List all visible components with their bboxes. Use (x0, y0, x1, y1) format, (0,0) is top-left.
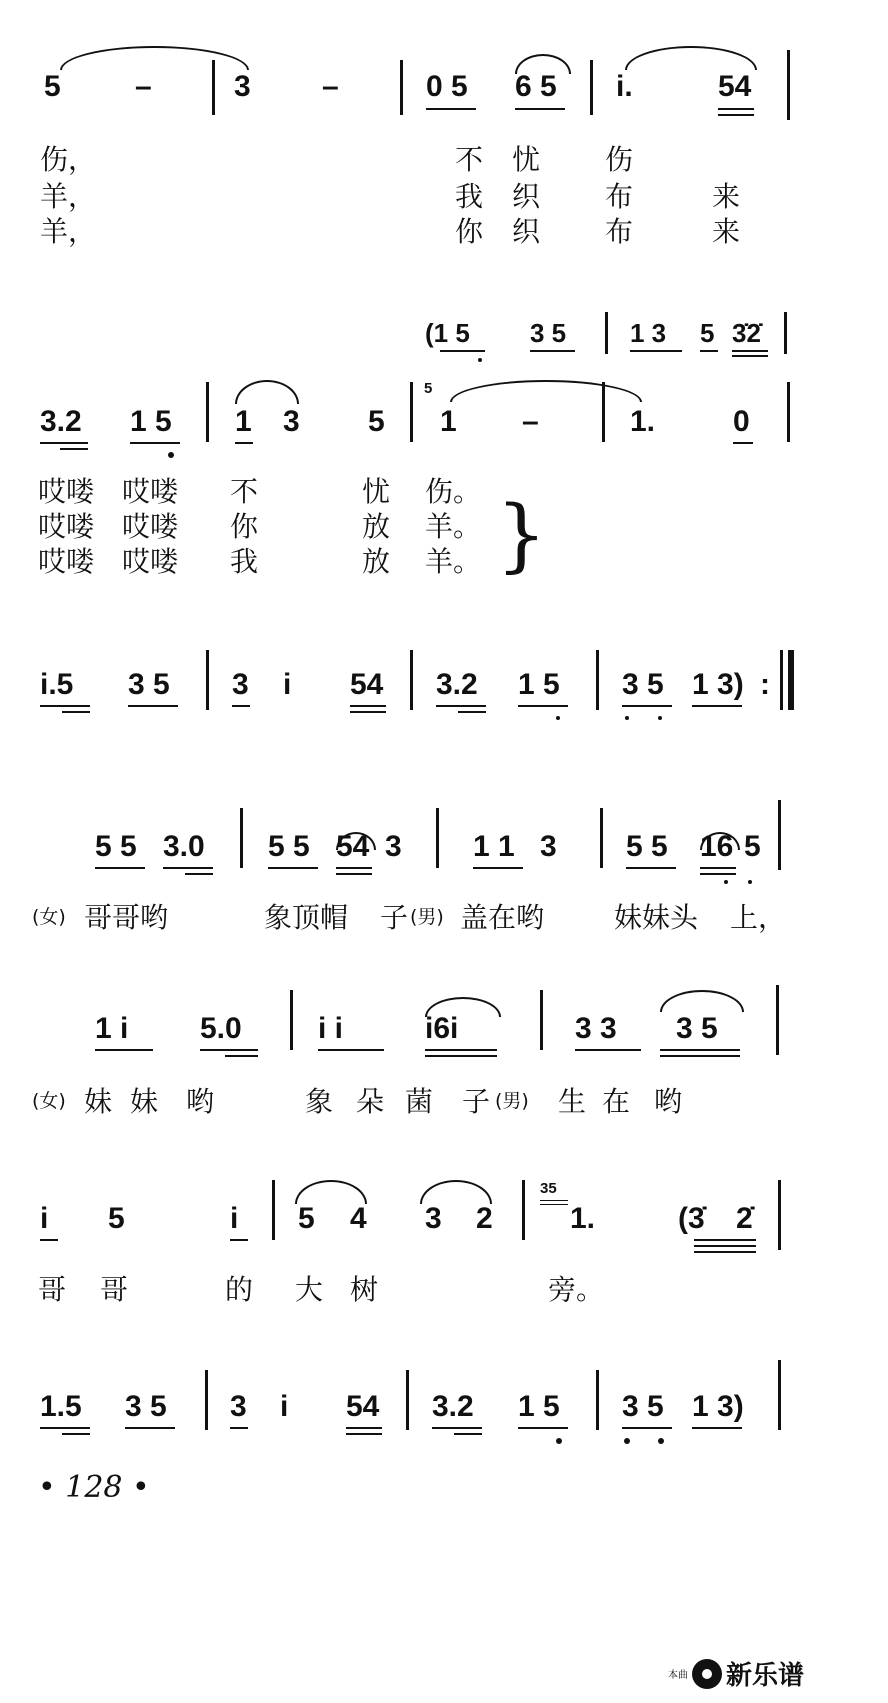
page-number: • 128 • (38, 1470, 150, 1505)
lyric: 哎喽 (122, 510, 179, 543)
note: 4 (350, 1202, 367, 1235)
underline (235, 442, 253, 444)
dot (724, 880, 728, 884)
barline (602, 382, 605, 442)
barline (400, 60, 403, 115)
note: 0 (733, 405, 750, 438)
slur (625, 46, 757, 70)
lyric: 伤， (40, 143, 97, 176)
note: 3 (283, 405, 300, 438)
lyric: 不 (230, 475, 259, 508)
note: 3.2 (40, 405, 82, 438)
barline (780, 650, 783, 710)
dot (658, 716, 662, 720)
lyric: 伤 (605, 143, 634, 176)
lyric: 上， (730, 901, 787, 934)
lyric: (男) (495, 1090, 529, 1112)
dot (556, 1438, 562, 1444)
barline (784, 312, 787, 354)
note: 1 3) (692, 668, 744, 701)
slur (660, 990, 744, 1012)
dot (748, 880, 752, 884)
underline (40, 442, 88, 444)
underline (700, 350, 718, 352)
lyric: 你 (230, 510, 259, 543)
underline (268, 867, 318, 869)
underline (518, 705, 568, 707)
note: 3 5 (128, 668, 170, 701)
lyric: 盖在哟 (460, 901, 545, 934)
underline (336, 867, 372, 869)
barline (540, 990, 543, 1050)
lyric: 菌 (405, 1085, 434, 1118)
note: 6 5 (515, 70, 557, 103)
lyric: 不 (455, 143, 484, 176)
underline (692, 1427, 742, 1429)
barline (240, 808, 243, 868)
underline (130, 442, 180, 444)
barline (406, 1370, 409, 1430)
barline (778, 1180, 781, 1250)
slur (450, 380, 642, 402)
note: 5 (744, 830, 761, 863)
underline (95, 867, 145, 869)
barline-thick (788, 650, 794, 710)
underline (40, 1427, 90, 1429)
barline (590, 60, 593, 115)
note: 5.0 (200, 1012, 242, 1045)
lyric: 羊。 (425, 545, 482, 578)
underline (225, 1055, 258, 1057)
underline (694, 1245, 756, 1247)
note: 3 (540, 830, 557, 863)
lyric: (男) (410, 906, 444, 928)
note: 3 5 (530, 318, 567, 348)
underline (630, 350, 682, 352)
note: 3̇2̇ (732, 318, 761, 348)
note: 1 5 (518, 668, 560, 701)
disc-icon (692, 1659, 722, 1689)
underline (473, 867, 523, 869)
underline (318, 1049, 384, 1051)
logo-prefix: 本曲 (668, 1670, 688, 1681)
underline (95, 1049, 153, 1051)
underline (515, 108, 565, 110)
note: 5 (368, 405, 385, 438)
note: 5 (108, 1202, 125, 1235)
lyric: 放 (362, 510, 391, 543)
slur (235, 380, 299, 404)
note: i. (616, 70, 633, 103)
underline (426, 108, 476, 110)
note: 3.2 (436, 668, 478, 701)
underline (518, 1427, 568, 1429)
lyric: 织 (512, 215, 541, 248)
lyric: 哥 (38, 1273, 67, 1306)
underline (692, 705, 742, 707)
lyric: 我 (230, 545, 259, 578)
underline (436, 705, 486, 707)
grace-note: 35 (540, 1180, 557, 1197)
lyric: (女) (32, 1090, 66, 1112)
note: 3 (230, 1390, 247, 1423)
barline (272, 1180, 275, 1240)
note: 1. (570, 1202, 596, 1235)
underline (732, 350, 768, 352)
lyric: 妹妹头 (614, 901, 699, 934)
underline (62, 1433, 90, 1435)
underline (694, 1251, 756, 1253)
note: 2 (476, 1202, 493, 1235)
lyric: 树 (350, 1273, 379, 1306)
lyric: 在 (602, 1085, 631, 1118)
underline (718, 114, 754, 116)
barline (206, 382, 209, 442)
lyric: 哎喽 (38, 475, 95, 508)
dot (624, 1438, 630, 1444)
underline (60, 448, 88, 450)
note: i6i (425, 1012, 459, 1045)
underline (62, 711, 90, 713)
underline (700, 873, 736, 875)
lyric: 哎喽 (38, 510, 95, 543)
lyric: 我 (455, 180, 484, 213)
dot (556, 716, 560, 720)
note: i i (318, 1012, 344, 1045)
note: – (135, 70, 152, 103)
note: 0 5 (426, 70, 468, 103)
underline (733, 442, 753, 444)
note: i (283, 668, 292, 701)
note: 2̇ (736, 1202, 753, 1235)
lyric: 哎喽 (38, 545, 95, 578)
slur (295, 1180, 367, 1204)
note: 5 5 (626, 830, 668, 863)
underline (346, 1433, 382, 1435)
note: – (322, 70, 339, 103)
note: 3 (385, 830, 402, 863)
note: 1.5 (40, 1390, 82, 1423)
lyric: 织 (512, 180, 541, 213)
underline (350, 705, 386, 707)
barline (436, 808, 439, 868)
barline (212, 60, 215, 115)
lyric: 的 (225, 1273, 254, 1306)
note: i (40, 1202, 49, 1235)
underline (125, 1427, 175, 1429)
barline (410, 382, 413, 442)
lyric: 哥哥哟 (84, 901, 169, 934)
note: 3.2 (432, 1390, 474, 1423)
barline (596, 650, 599, 710)
underline (458, 711, 486, 713)
underline (40, 705, 90, 707)
underline (230, 1427, 248, 1429)
note: (1 5 (425, 318, 470, 348)
note: 54 (336, 830, 370, 863)
note: 1. (630, 405, 656, 438)
lyric: 放 (362, 545, 391, 578)
note: 54 (346, 1390, 380, 1423)
underline (350, 711, 386, 713)
barline (600, 808, 603, 868)
barline (778, 800, 781, 870)
note: i (230, 1202, 239, 1235)
underline (694, 1239, 756, 1241)
note: 1 1 (473, 830, 515, 863)
lyric: 旁。 (548, 1273, 605, 1306)
watermark-logo (668, 1655, 804, 1692)
underline (660, 1055, 740, 1057)
lyric: 大 (295, 1273, 324, 1306)
note: (3̇ (678, 1202, 705, 1235)
slur (60, 46, 249, 70)
barline (206, 650, 209, 710)
slur (420, 1180, 492, 1204)
note: 1 5 (518, 1390, 560, 1423)
note: – (522, 405, 539, 438)
underline (200, 1049, 258, 1051)
underline (700, 867, 736, 869)
barline (778, 1360, 781, 1430)
lyric: 妹 (130, 1085, 159, 1118)
lyric: 你 (455, 215, 484, 248)
underline (622, 705, 672, 707)
lyric: 忧 (362, 475, 391, 508)
lyric: 哎喽 (122, 475, 179, 508)
underline (40, 1239, 58, 1241)
lyric: 子 (380, 901, 409, 934)
lyric: 哎喽 (122, 545, 179, 578)
note: 54 (350, 668, 384, 701)
grace-note: 5 (424, 380, 433, 397)
lyric: 羊。 (425, 510, 482, 543)
underline (346, 1427, 382, 1429)
note: 5 (298, 1202, 315, 1235)
lyric: 伤。 (425, 475, 482, 508)
underline (440, 350, 485, 352)
lyric: 羊， (40, 215, 97, 248)
underline (425, 1055, 497, 1057)
barline (522, 1180, 525, 1240)
underline (232, 705, 250, 707)
lyric: 布 (605, 215, 634, 248)
underline (425, 1049, 497, 1051)
note: 1 5 (130, 405, 172, 438)
note: 3 3 (575, 1012, 617, 1045)
underline (540, 1200, 568, 1201)
underline (732, 355, 768, 357)
underline (163, 867, 213, 869)
barline (290, 990, 293, 1050)
lyric: 朵 (356, 1085, 385, 1118)
lyric: (女) (32, 906, 66, 928)
lyric: 妹 (84, 1085, 113, 1118)
lyric: 哟 (654, 1085, 683, 1118)
barline (605, 312, 608, 354)
note: 16 (700, 830, 734, 863)
lyric: 来 (712, 215, 741, 248)
note: 1 3) (692, 1390, 744, 1423)
note: 3 (234, 70, 251, 103)
note: 3 5 (622, 1390, 664, 1423)
underline (575, 1049, 641, 1051)
underline (530, 350, 575, 352)
note: 5 (44, 70, 61, 103)
lyric: 哥 (100, 1273, 129, 1306)
underline (660, 1049, 740, 1051)
underline (185, 873, 213, 875)
note: 5 (700, 318, 715, 348)
lyric: 哟 (186, 1085, 215, 1118)
barline (596, 1370, 599, 1430)
note: 5 5 (95, 830, 137, 863)
note: 1 3 (630, 318, 667, 348)
note: 3 (232, 668, 249, 701)
underline (336, 873, 372, 875)
barline (410, 650, 413, 710)
lyric: 生 (558, 1085, 587, 1118)
barline (205, 1370, 208, 1430)
underline (718, 108, 754, 110)
note: 54 (718, 70, 752, 103)
note: 5 5 (268, 830, 310, 863)
lyric: 羊， (40, 180, 97, 213)
note: i (280, 1390, 289, 1423)
dot (168, 452, 174, 458)
dot (625, 716, 629, 720)
note: 3 5 (125, 1390, 167, 1423)
lyric: 子 (462, 1085, 491, 1118)
barline (776, 985, 779, 1055)
note: 3 (425, 1202, 442, 1235)
note: 1 i (95, 1012, 129, 1045)
lyric: 来 (712, 180, 741, 213)
underline (432, 1427, 482, 1429)
dot (658, 1438, 664, 1444)
note: 1 (235, 405, 252, 438)
barline (787, 382, 790, 442)
note: 3.0 (163, 830, 205, 863)
dot (478, 358, 482, 362)
underline (230, 1239, 248, 1241)
barline (787, 50, 790, 120)
note: i.5 (40, 668, 74, 701)
lyric: 象 (305, 1085, 334, 1118)
logo-text: 新乐谱 (726, 1661, 805, 1691)
underline (622, 1427, 672, 1429)
lyric: 布 (605, 180, 634, 213)
brace-icon: } (496, 488, 547, 581)
lyric: 忧 (512, 143, 541, 176)
underline (454, 1433, 482, 1435)
underline (540, 1204, 568, 1205)
note: 1 (440, 405, 457, 438)
note: 3 5 (676, 1012, 718, 1045)
lyric: 象顶帽 (264, 901, 349, 934)
underline (128, 705, 178, 707)
note: 3 5 (622, 668, 664, 701)
repeat-sign: : (760, 668, 770, 701)
underline (626, 867, 676, 869)
